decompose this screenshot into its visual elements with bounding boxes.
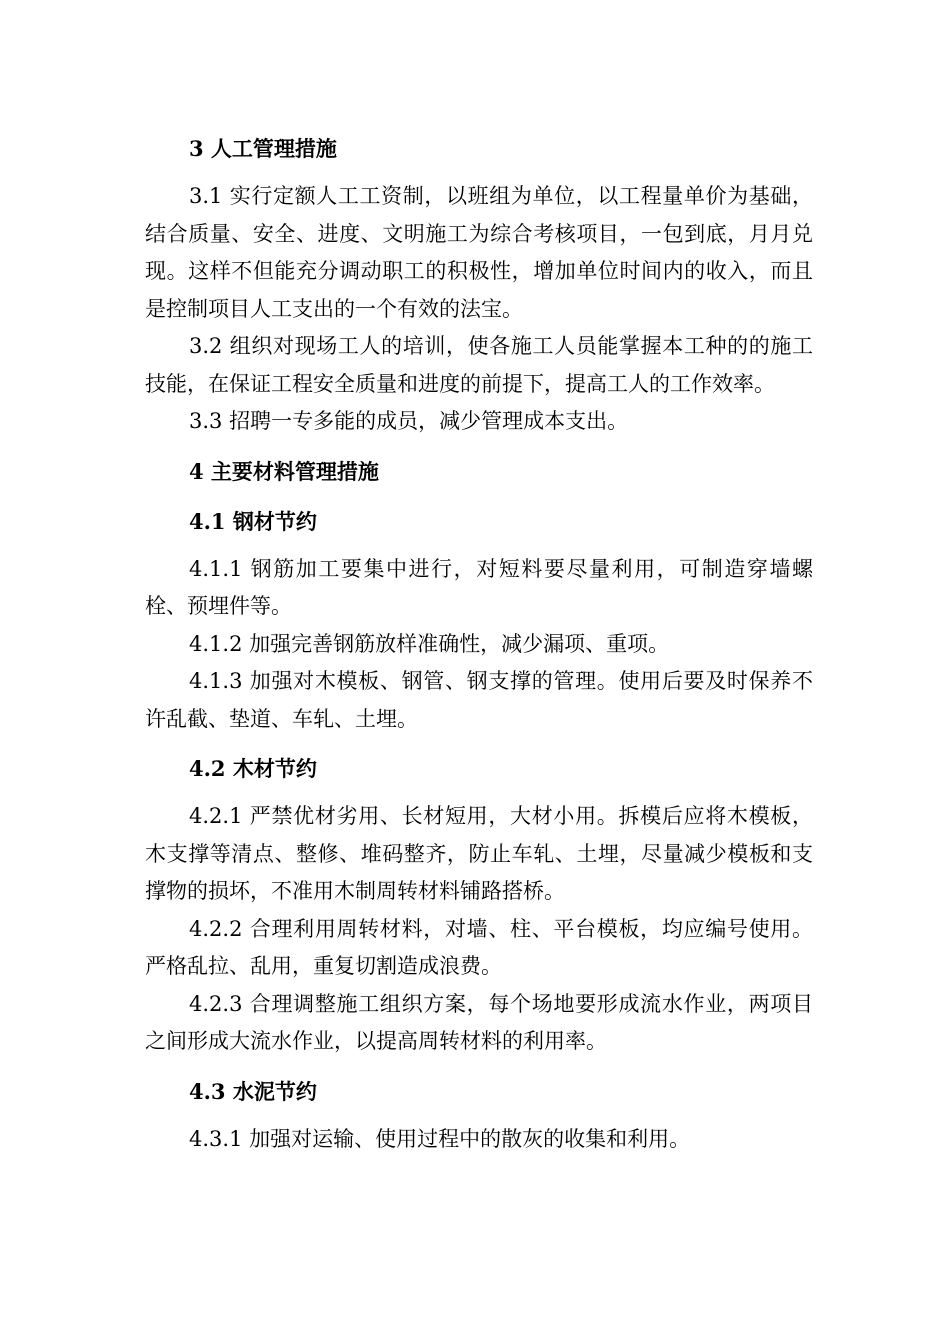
paragraph-4-2-1: 4.2.1 严禁优材劣用、长材短用，大材小用。拆模后应将木模板，木支撑等清点、整修、堆码整齐，防止车轧、土埋，尽量减少模板和支撑物的损坏，不准用木制周转材料铺路搭桥。 [145,804,813,903]
paragraph-4-1-2: 4.1.2 加强完善钢筋放样准确性，减少漏项、重项。 [189,631,670,656]
section-4-2-heading: 4.2 木材节约 [189,756,317,781]
paragraph-3-3: 3.3 招聘一专多能的成员，减少管理成本支出。 [189,409,629,433]
paragraph-4-2-3: 4.2.3 合理调整施工组织方案，每个场地要形成流水作业，两项目之间形成大流水作业，以提高周转材料的利用率。 [145,991,813,1053]
section-4-1-heading: 4.1 钢材节约 [189,508,317,534]
paragraph-4-3-1: 4.3.1 加强对运输、使用过程中的散灰的收集和利用。 [189,1126,691,1151]
paragraph-3-2: 3.2 组织对现场工人的培训，使各施工人员能掌握本工种的的施工技能，在保证工程安全质量和进度的前提下，提高工人的工作效率。 [145,334,813,396]
paragraph-4-1-3: 4.1.3 加强对木模板、钢管、钢支撑的管理。使用后要及时保养不许乱截、垫道、车轧、土埋。 [145,669,813,731]
document-page [145,130,813,1158]
paragraph-4-2-2: 4.2.2 合理利用周转材料，对墙、柱、平台模板，均应编号使用。严格乱拉、乱用，重复切割造成浪费。 [145,916,813,978]
section-4-heading: 4 主要材料管理措施 [189,458,379,484]
paragraph-4-1-1: 4.1.1 钢筋加工要集中进行，对短料要尽量利用，可制造穿墙螺栓、预埋件等。 [145,556,813,618]
section-4-3-heading: 4.3 水泥节约 [189,1078,317,1104]
section-3-heading: 3 人工管理措施 [189,136,337,161]
paragraph-3-1: 3.1 实行定额人工工资制，以班组为单位，以工程量单价为基础，结合质量、安全、进度、文明施工为综合考核项目，一包到底，月月兑现。这样不但能充分调动职工的积极性，增加单位时间内的收入，而且是控制项目人工支出的一个有效的法宝。 [145,184,813,321]
